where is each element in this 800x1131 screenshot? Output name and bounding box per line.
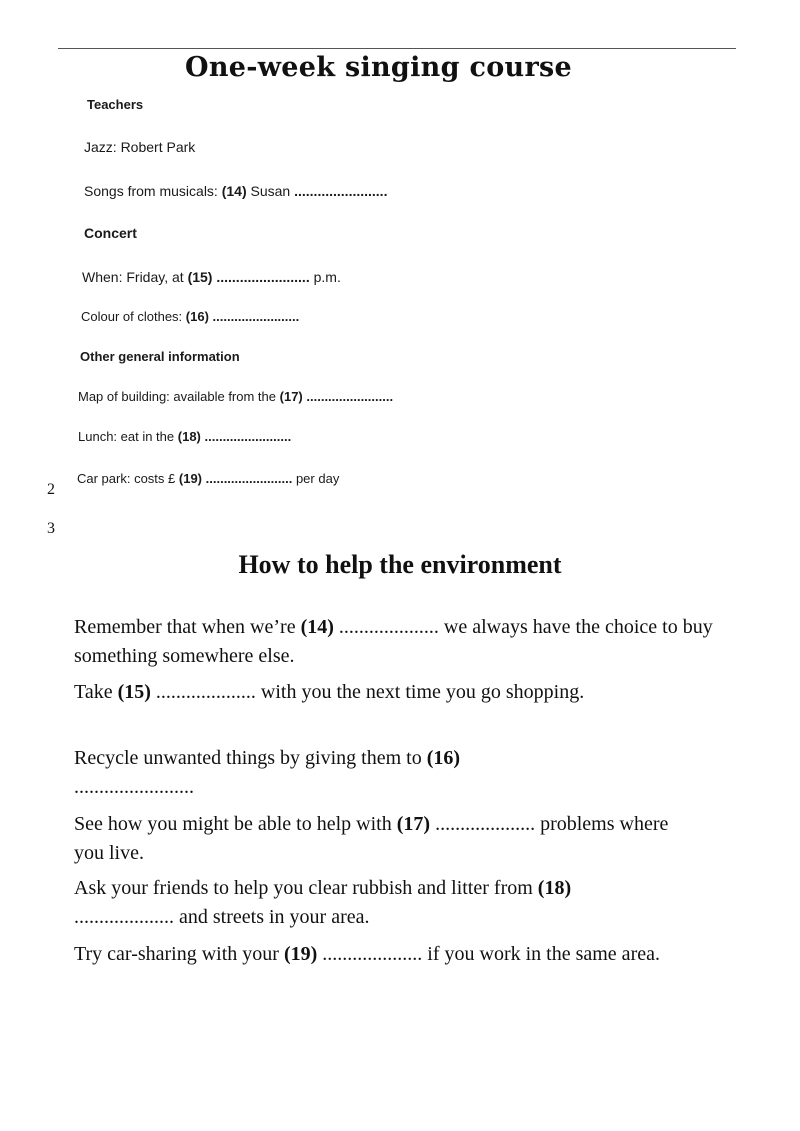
clothes-colour-label: Colour of clothes: — [81, 309, 183, 324]
question-number-17: (17) — [396, 813, 431, 835]
environment-item-17 — [74, 810, 694, 867]
question-number-19: (19) — [283, 943, 318, 965]
concert-time-line — [82, 269, 341, 285]
lunch-line — [78, 429, 291, 444]
environment-item-14 — [74, 613, 734, 670]
car-park-label: Car park: costs £ — [77, 471, 176, 486]
car-park-line — [77, 471, 339, 486]
answer-blank-16[interactable]: ........................ — [74, 775, 194, 798]
answer-blank-17[interactable]: .................... — [435, 813, 536, 835]
answer-blank-15[interactable]: ........................ — [216, 269, 310, 285]
question-number-18: (18) — [537, 877, 572, 899]
top-divider — [58, 48, 736, 49]
question-number-14: (14) — [221, 183, 247, 199]
answer-blank-16[interactable]: ........................ — [212, 309, 300, 324]
page-number-2: 2 — [47, 481, 55, 498]
question-number-18: (18) — [177, 429, 201, 444]
map-line — [78, 389, 393, 404]
question-number-19: (19) — [178, 471, 203, 486]
item-text-before: See how you might be able to help with — [74, 813, 392, 835]
answer-blank-14[interactable]: ........................ — [294, 183, 388, 199]
question-number-15: (15) — [187, 269, 213, 285]
concert-heading: Concert — [84, 225, 137, 241]
answer-blank-19[interactable]: ........................ — [205, 471, 293, 486]
item-text-after: if you work in the same area. — [427, 943, 660, 965]
per-day-suffix: per day — [295, 471, 340, 486]
other-info-heading: Other general information — [80, 349, 240, 364]
question-number-15: (15) — [117, 681, 151, 703]
page-number-3: 3 — [47, 520, 55, 537]
item-text-before: Recycle unwanted things by giving them to — [74, 747, 422, 769]
map-label: Map of building: available from the — [78, 389, 277, 404]
question-number-16: (16) — [426, 747, 461, 769]
teachers-heading: Teachers — [87, 97, 144, 112]
item-text-after: with you the next time you go shopping. — [260, 681, 585, 703]
item-text-before: Ask your friends to help you clear rubbish and litter from — [74, 877, 533, 899]
answer-blank-15[interactable]: .................... — [155, 681, 256, 703]
item-text-after: we always have the choice to buy something somewhere else. — [74, 616, 713, 667]
question-number-14: (14) — [300, 616, 334, 638]
question-number-16: (16) — [185, 309, 209, 324]
environment-item-18 — [74, 874, 674, 931]
musicals-teacher-line — [84, 183, 387, 199]
environment-item-16 — [74, 744, 534, 801]
jazz-teacher-line — [84, 139, 195, 155]
item-text-before: Take — [74, 681, 113, 703]
answer-blank-19[interactable]: .................... — [322, 943, 423, 965]
answer-blank-18[interactable]: ........................ — [204, 429, 292, 444]
answer-blank-17[interactable]: ........................ — [306, 389, 394, 404]
course-title: One-week singing course — [185, 52, 572, 83]
lunch-label: Lunch: eat in the — [78, 429, 175, 444]
item-text-after: and streets in your area. — [179, 905, 370, 928]
question-number-17: (17) — [279, 389, 303, 404]
musicals-first-name: Susan — [250, 183, 291, 199]
clothes-colour-line — [81, 309, 299, 324]
answer-blank-18[interactable]: .................... — [74, 905, 174, 928]
item-text-before: Try car-sharing with your — [74, 943, 279, 965]
answer-blank-14[interactable]: .................... — [338, 616, 439, 638]
musicals-label: Songs from musicals: — [84, 183, 218, 199]
item-text-before: Remember that when we’re — [74, 616, 296, 638]
concert-time-label: When: Friday, at — [82, 269, 184, 285]
time-suffix: p.m. — [313, 269, 341, 285]
item-text-after: problems where you live. — [74, 813, 669, 864]
jazz-teacher-text: Jazz: Robert Park — [84, 139, 196, 155]
environment-title: How to help the environment — [238, 550, 562, 579]
environment-item-15 — [74, 678, 734, 707]
environment-item-19 — [74, 940, 734, 969]
